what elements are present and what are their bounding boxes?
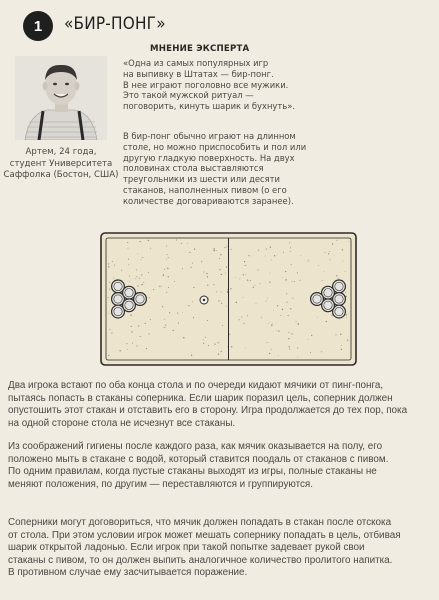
table-speckle (266, 248, 267, 249)
caption-line: студент Университета (9, 158, 113, 169)
table-speckle (148, 333, 149, 334)
table-speckle (191, 355, 192, 356)
table-speckle (109, 313, 110, 314)
paragraph-line: По одним правилам, когда пустые стаканы выходят из игры, полные стаканы не (8, 466, 377, 478)
table-speckle (121, 270, 122, 271)
table-speckle (131, 326, 132, 327)
table-speckle (332, 243, 333, 244)
table-speckle (163, 275, 164, 276)
table-speckle (214, 344, 215, 345)
beer-pong-table-illustration (100, 232, 357, 370)
table-speckle (290, 308, 291, 309)
table-speckle (238, 319, 239, 320)
table-speckle (166, 259, 167, 260)
table-speckle (142, 257, 143, 258)
table-speckle (221, 274, 222, 275)
table-speckle (342, 249, 343, 250)
table-speckle (109, 282, 110, 283)
table-speckle (164, 269, 165, 270)
table-speckle (203, 343, 204, 344)
table-speckle (224, 247, 225, 248)
table-speckle (111, 333, 112, 334)
table-speckle (290, 247, 291, 248)
table-speckle (130, 315, 131, 316)
table-speckle (294, 281, 295, 282)
table-speckle (297, 347, 298, 348)
table-speckle (241, 317, 242, 318)
table-speckle (148, 240, 149, 241)
table-speckle (280, 315, 281, 316)
table-speckle (292, 281, 293, 282)
table-speckle (236, 302, 237, 303)
table-speckle (286, 293, 287, 294)
table-speckle (289, 349, 290, 350)
table-speckle (164, 327, 165, 328)
quote-line: поговорить, кинуть шарик и бухнуть». (123, 101, 295, 112)
table-speckle (300, 280, 301, 281)
table-speckle (109, 289, 110, 290)
table-speckle (189, 252, 190, 253)
table-speckle (321, 351, 322, 352)
table-speckle (136, 346, 137, 347)
quote-line: В нее играют поголовно все мужики. (123, 79, 289, 90)
table-speckle (230, 288, 231, 289)
table-speckle (267, 298, 268, 299)
table-speckle (340, 334, 341, 335)
table-speckle (193, 287, 194, 288)
description-line: столе, но можно приспособить и пол или (123, 141, 307, 152)
table-speckle (277, 305, 278, 306)
table-speckle (225, 247, 226, 248)
table-speckle (308, 261, 309, 262)
paragraph-line: пытаясь попасть в стаканы соперника. Если шарик поразил цель, соперник должен (8, 392, 393, 404)
table-speckle (269, 273, 270, 274)
table-speckle (336, 334, 337, 335)
table-speckle (214, 250, 215, 251)
table-speckle (269, 282, 270, 283)
table-speckle (329, 259, 330, 260)
table-speckle (127, 242, 128, 243)
table-speckle (282, 277, 283, 278)
table-speckle (291, 264, 292, 265)
table-speckle (167, 268, 168, 269)
table-speckle (140, 336, 141, 337)
table-speckle (325, 252, 326, 253)
table-speckle (243, 323, 244, 324)
table-speckle (288, 332, 289, 333)
section-number: 1 (33, 17, 43, 35)
table-speckle (336, 240, 337, 241)
table-speckle (131, 331, 132, 332)
paragraph-line: положено мыть в стакане с водой, который ставится поодаль от стаканов с пивом. (8, 453, 389, 465)
table-speckle (347, 339, 348, 340)
table-speckle (153, 289, 154, 290)
table-speckle (243, 274, 244, 275)
table-speckle (271, 325, 272, 326)
paragraph-line: стаканы с пивом, то он должен выпить аналогичное количество пролитого напитка. (8, 554, 393, 566)
table-speckle (253, 287, 254, 288)
table-speckle (182, 268, 183, 269)
table-speckle (261, 317, 262, 318)
table-speckle (227, 289, 228, 290)
table-speckle (259, 283, 260, 284)
expert-heading: МНЕНИЕ ЭКСПЕРТА (150, 44, 250, 54)
table-speckle (132, 343, 133, 344)
table-speckle (272, 323, 273, 324)
table-speckle (112, 261, 113, 262)
table-speckle (166, 246, 167, 247)
table-speckle (148, 272, 149, 273)
table-speckle (174, 281, 175, 282)
table-speckle (208, 345, 209, 346)
table-speckle (345, 292, 346, 293)
table-speckle (249, 255, 250, 256)
table-speckle (287, 302, 288, 303)
table-speckle (289, 346, 290, 347)
table-speckle (141, 274, 142, 275)
table-speckle (129, 281, 130, 282)
table-speckle (247, 279, 248, 280)
table-speckle (267, 342, 268, 343)
table-speckle (192, 263, 193, 264)
table-speckle (141, 284, 142, 285)
table-speckle (230, 249, 231, 250)
table-speckle (216, 291, 217, 292)
table-speckle (341, 349, 342, 350)
table-speckle (328, 253, 329, 254)
caption-line: Саффолка (Бостон, США) (3, 170, 119, 180)
table-speckle (177, 313, 178, 314)
table-speckle (207, 285, 208, 286)
table-speckle (138, 325, 139, 326)
table-speckle (268, 323, 269, 324)
paragraph-line: на одной стороне стола не исчезнут все стаканы. (8, 417, 236, 429)
table-speckle (332, 315, 333, 316)
table-speckle (283, 252, 284, 253)
body-paragraph-2 (8, 441, 434, 491)
table-speckle (290, 251, 291, 252)
table-speckle (273, 310, 274, 311)
table-speckle (205, 337, 206, 338)
body-paragraph-3 (8, 517, 434, 580)
table-speckle (296, 321, 297, 322)
table-speckle (247, 315, 248, 316)
table-speckle (221, 292, 222, 293)
table-speckle (136, 269, 137, 270)
table-speckle (310, 352, 311, 353)
table-speckle (285, 279, 286, 280)
table-speckle (288, 338, 289, 339)
table-speckle (243, 297, 244, 298)
quote-line: Это такой мужской ритуал — (123, 90, 254, 101)
table-speckle (292, 298, 293, 299)
table-speckle (219, 342, 220, 343)
table-speckle (318, 265, 319, 266)
table-speckle (168, 257, 169, 258)
paragraph-line: опустошить этот стакан и отставить его в сторону. Игра продолжается до тех пор, пока (8, 405, 408, 417)
paragraph-line: В противном случае ему засчитывается поражение. (8, 567, 248, 579)
section-number-badge (23, 11, 53, 41)
table-speckle (150, 248, 151, 249)
table-speckle (282, 309, 283, 310)
table-speckle (329, 251, 330, 252)
table-speckle (128, 264, 129, 265)
table-speckle (108, 266, 109, 267)
table-speckle (288, 315, 289, 316)
table-speckle (170, 313, 171, 314)
table-speckle (322, 280, 323, 281)
description-line: В бир-понг обычно играют на длинном (123, 131, 296, 141)
table-speckle (187, 243, 188, 244)
quote-line: на выпивку в Штатах — бир-понг. (123, 68, 274, 79)
expert-photo (15, 56, 107, 140)
table-speckle (203, 271, 204, 272)
table-speckle (178, 323, 179, 324)
table-speckle (311, 335, 312, 336)
table-speckle (227, 246, 228, 247)
table-speckle (346, 296, 347, 297)
table-speckle (258, 250, 259, 251)
table-speckle (265, 256, 266, 257)
table-speckle (255, 285, 256, 286)
table-speckle (326, 321, 327, 322)
description-line: количестве договариваются заранее). (123, 195, 294, 206)
table-speckle (257, 269, 258, 270)
caption-line: Артем, 24 года, (25, 147, 97, 157)
table-speckle (140, 241, 141, 242)
paragraph-line: Соперники могут договориться, что мячик должен попадать в стакан после отскока (8, 517, 392, 528)
table-speckle (188, 305, 189, 306)
table-speckle (244, 261, 245, 262)
description-line: другую гладкую поверхность. На двух (123, 152, 295, 163)
paragraph-line: Из соображений гигиены после каждого раза, как мячик оказывается на полу, его (8, 441, 383, 452)
table-speckle (207, 276, 208, 277)
table-speckle (201, 261, 202, 262)
table-speckle (113, 278, 114, 279)
table-speckle (270, 246, 271, 247)
table-speckle (278, 330, 279, 331)
table-speckle (161, 286, 162, 287)
table-speckle (109, 329, 110, 330)
paragraph-line: меняют положения, по другим — переставляются и группируются. (8, 478, 314, 490)
table-speckle (143, 282, 144, 283)
table-speckle (194, 248, 195, 249)
table-speckle (168, 276, 169, 277)
table-speckle (168, 287, 169, 288)
article-title: «БИР-ПОНГ» (64, 14, 166, 34)
table-speckle (221, 351, 222, 352)
table-speckle (145, 323, 146, 324)
table-speckle (343, 261, 344, 262)
table-speckle (239, 279, 240, 280)
table-speckle (269, 353, 270, 354)
table-speckle (221, 303, 222, 304)
table-speckle (135, 278, 136, 279)
expert-caption (0, 147, 122, 182)
table-speckle (229, 334, 230, 335)
table-speckle (226, 306, 227, 307)
description-line: половинах стола выставляются (123, 163, 264, 174)
table-speckle (317, 317, 318, 318)
table-speckle (127, 349, 128, 350)
table-speckle (245, 347, 246, 348)
table-speckle (297, 324, 298, 325)
table-speckle (108, 263, 109, 264)
table-speckle (245, 274, 246, 275)
table-speckle (146, 348, 147, 349)
table-speckle (256, 303, 257, 304)
table-speckle (149, 297, 150, 298)
table-speckle (114, 265, 115, 266)
table-speckle (207, 320, 208, 321)
table-speckle (107, 297, 108, 298)
table-speckle (218, 353, 219, 354)
table-speckle (190, 267, 191, 268)
table-speckle (226, 267, 227, 268)
table-speckle (308, 339, 309, 340)
table-speckle (231, 346, 232, 347)
table-speckle (128, 248, 129, 249)
table-speckle (216, 250, 217, 251)
table-speckle (245, 265, 246, 266)
table-speckle (176, 239, 177, 240)
table-speckle (218, 300, 219, 301)
table-speckle (159, 286, 160, 287)
table-speckle (300, 255, 301, 256)
table-speckle (348, 241, 349, 242)
table-speckle (203, 339, 204, 340)
table-speckle (128, 259, 129, 260)
table-speckle (291, 333, 292, 334)
expert-quote (123, 58, 373, 112)
table-speckle (166, 292, 167, 293)
table-speckle (141, 259, 142, 260)
table-speckle (277, 330, 278, 331)
table-speckle (213, 284, 214, 285)
table-speckle (108, 355, 109, 356)
table-speckle (271, 349, 272, 350)
table-speckle (119, 350, 120, 351)
table-svg (100, 232, 357, 366)
table-speckle (165, 327, 166, 328)
table-speckle (150, 319, 151, 320)
table-speckle (167, 254, 168, 255)
table-speckle (136, 276, 137, 277)
table-speckle (213, 248, 214, 249)
table-speckle (346, 314, 347, 315)
table-speckle (192, 301, 193, 302)
table-speckle (162, 306, 163, 307)
quote-line: «Одна из самых популярных игр (123, 58, 269, 68)
description-line: треугольники из шести или десяти (123, 174, 280, 185)
table-speckle (324, 271, 325, 272)
ping-pong-ball-center (203, 299, 205, 301)
table-speckle (137, 285, 138, 286)
table-speckle (341, 345, 342, 346)
table-speckle (183, 337, 184, 338)
table-speckle (271, 259, 272, 260)
table-speckle (193, 317, 194, 318)
table-speckle (164, 319, 165, 320)
table-speckle (225, 273, 226, 274)
paragraph-line: шарик открытой ладонью. Если игрок при такой попытке задевает рукой свои (8, 542, 365, 554)
table-speckle (297, 357, 298, 358)
description-line: стаканов, наполненных пивом (о его (123, 184, 287, 195)
table-speckle (346, 317, 347, 318)
table-speckle (274, 255, 275, 256)
body-paragraph-1 (8, 380, 434, 430)
table-speckle (222, 325, 223, 326)
table-speckle (182, 312, 183, 313)
table-speckle (139, 278, 140, 279)
table-speckle (250, 280, 251, 281)
table-speckle (217, 342, 218, 343)
table-speckle (219, 269, 220, 270)
table-speckle (126, 343, 127, 344)
table-speckle (173, 330, 174, 331)
table-speckle (278, 355, 279, 356)
table-speckle (336, 275, 337, 276)
table-speckle (308, 260, 309, 261)
table-speckle (266, 301, 267, 302)
table-speckle (235, 277, 236, 278)
table-speckle (206, 273, 207, 274)
table-speckle (137, 253, 138, 254)
table-speckle (289, 242, 290, 243)
table-speckle (338, 278, 339, 279)
expert-description (123, 131, 383, 207)
table-speckle (181, 243, 182, 244)
table-speckle (165, 325, 166, 326)
table-speckle (219, 258, 220, 259)
table-speckle (129, 276, 130, 277)
paragraph-line: Два игрока встают по оба конца стола и по очереди кидают мячики от пинг-понга, (8, 380, 384, 391)
table-speckle (297, 272, 298, 273)
table-speckle (285, 271, 286, 272)
table-speckle (220, 254, 221, 255)
paragraph-line: от стола. При этом условии игрок может мешать сопернику попадать в цель, отбивая (8, 529, 401, 541)
table-speckle (345, 271, 346, 272)
